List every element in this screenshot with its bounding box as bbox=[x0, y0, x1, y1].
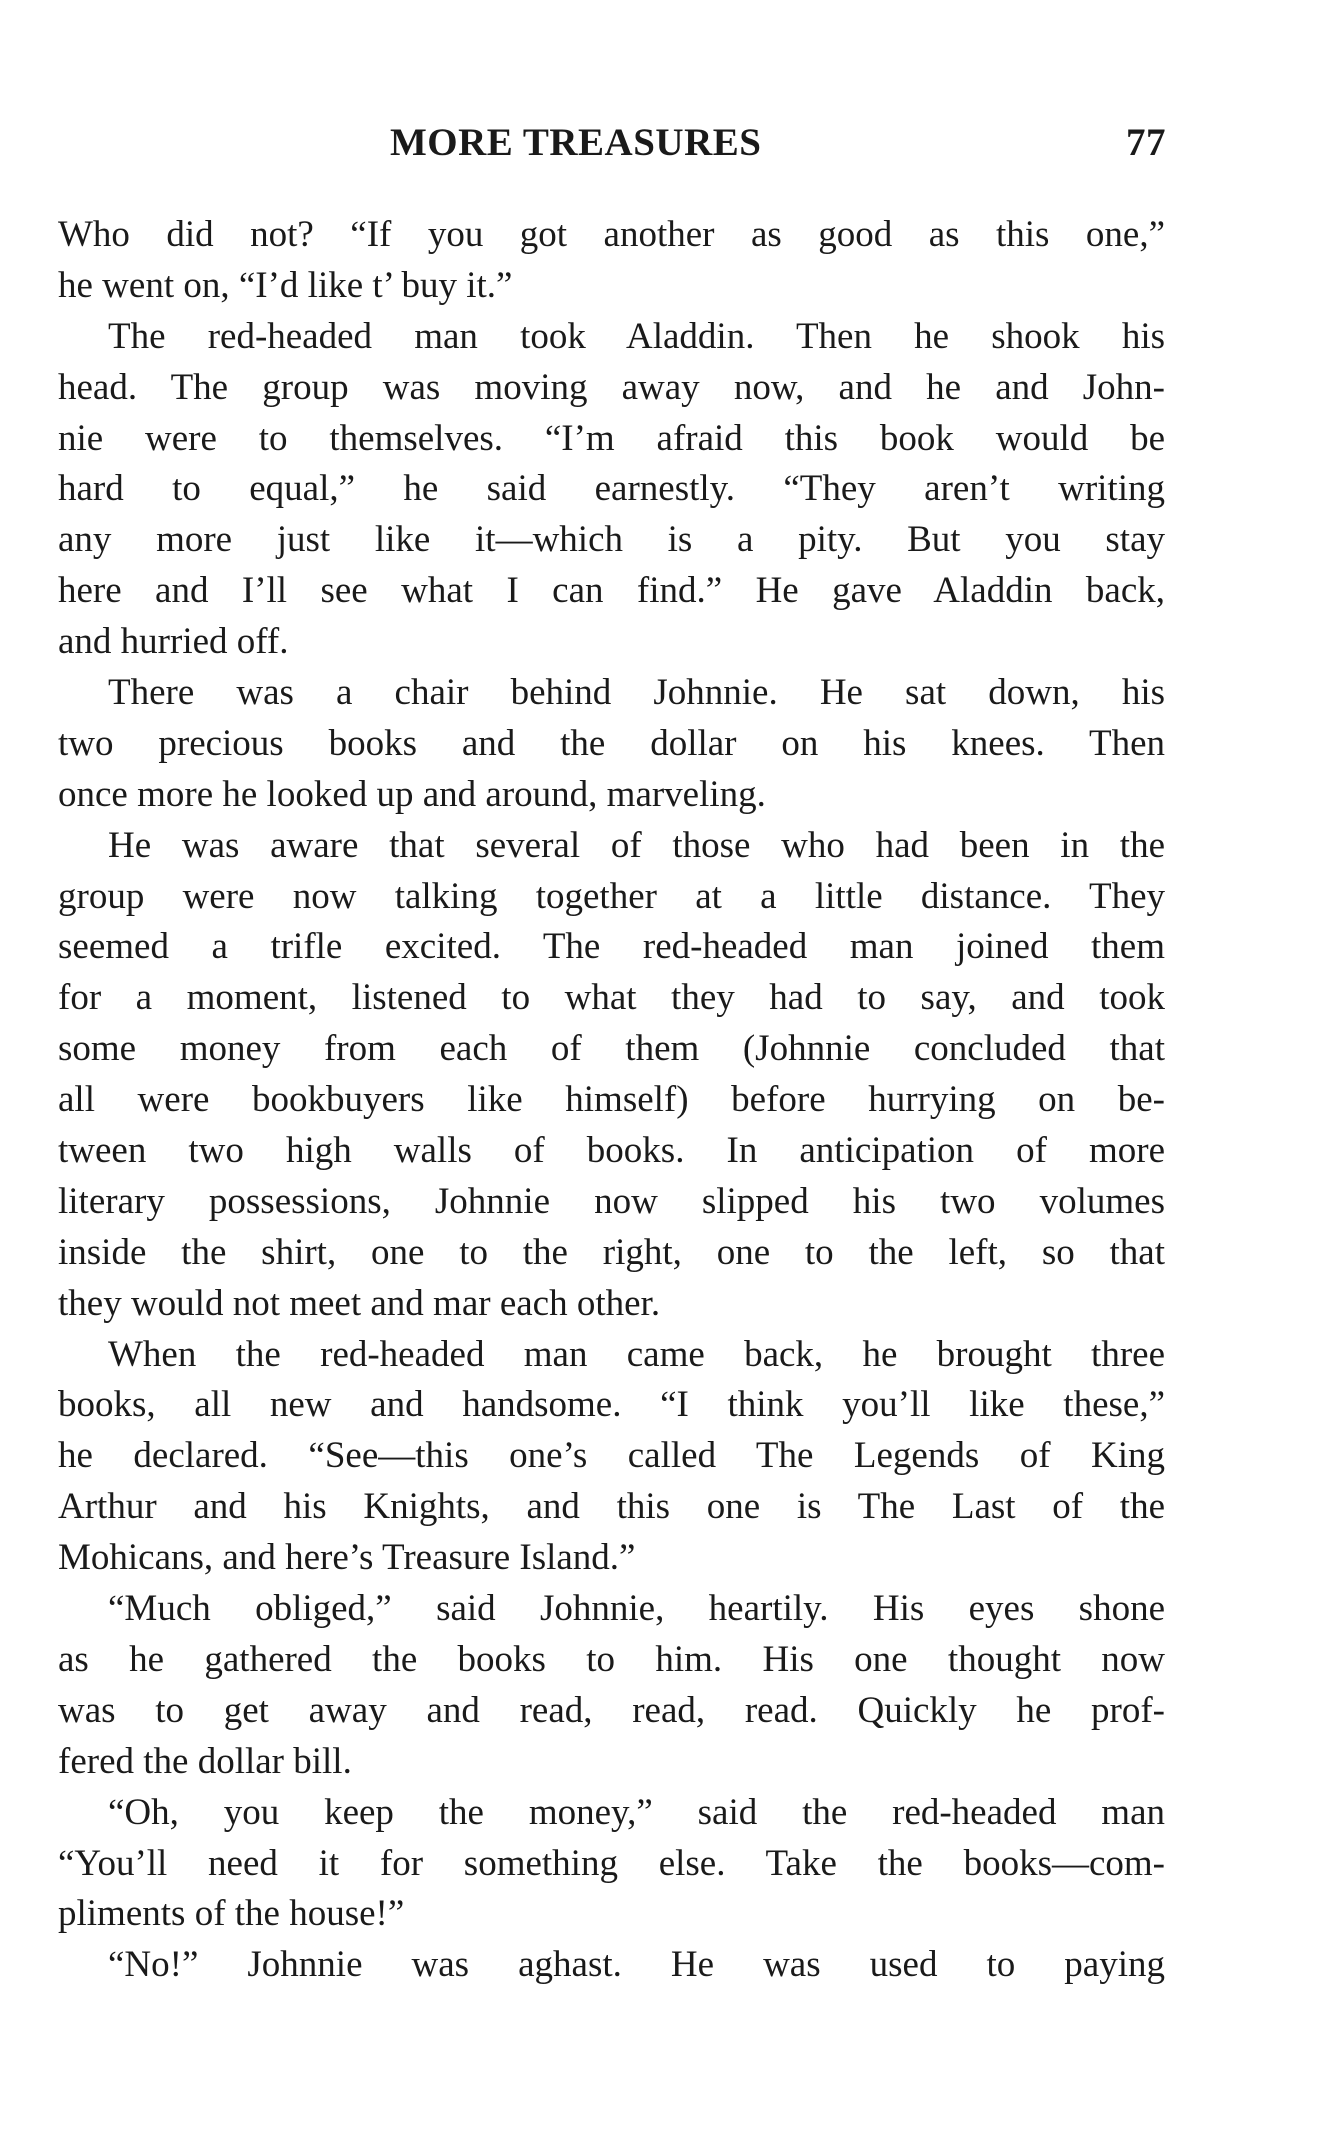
text-line: literary possessions, Johnnie now slipped his two volumes bbox=[58, 1180, 1165, 1222]
text-line: “Much obliged,” said Johnnie, heartily. His eyes shone bbox=[108, 1588, 1165, 1630]
text-line: Arthur and his Knights, and this one is The Last of the bbox=[58, 1486, 1165, 1528]
text-line: group were now talking together at a little distance. They bbox=[58, 875, 1165, 917]
text-line: for a moment, listened to what they had to say, and took bbox=[58, 977, 1165, 1019]
body-text bbox=[58, 210, 1165, 1991]
text-line: Mohicans, and here’s Treasure Island.” bbox=[58, 1537, 636, 1579]
text-line: Who did not? “If you got another as good as this one,” bbox=[58, 214, 1165, 255]
text-line: some money from each of them (Johnnie concluded that bbox=[58, 1028, 1165, 1070]
text-line: here and I’ll see what I can find.” He gave Aladdin back, bbox=[58, 570, 1165, 612]
page-number: 77 bbox=[1126, 121, 1166, 164]
text-line: hard to equal,” he said earnestly. “They aren’t writing bbox=[58, 468, 1165, 510]
text-line: “Oh, you keep the money,” said the red-headed man bbox=[108, 1791, 1165, 1833]
text-line: any more just like it—which is a pity. But you stay bbox=[58, 519, 1165, 561]
running-head bbox=[390, 120, 1166, 170]
text-line: tween two high walls of books. In anticipation of more bbox=[58, 1130, 1165, 1172]
text-line: he declared. “See—this one’s called The Legends of King bbox=[58, 1435, 1165, 1477]
text-line: he went on, “I’d like t’ buy it.” bbox=[58, 264, 513, 306]
text-line: books, all new and handsome. “I think you’ll like these,” bbox=[58, 1384, 1165, 1426]
text-line: was to get away and read, read, read. Quickly he prof- bbox=[58, 1689, 1165, 1731]
text-line: There was a chair behind Johnnie. He sat down, his bbox=[108, 672, 1165, 714]
text-line: “You’ll need it for something else. Take the books—com- bbox=[58, 1842, 1165, 1884]
text-line: fered the dollar bill. bbox=[58, 1740, 352, 1782]
text-line: and hurried off. bbox=[58, 621, 289, 663]
text-line: inside the shirt, one to the right, one to the left, so that bbox=[58, 1231, 1165, 1273]
text-line: seemed a trifle excited. The red-headed man joined them bbox=[58, 926, 1165, 968]
text-line: pliments of the house!” bbox=[58, 1893, 405, 1935]
text-line: they would not meet and mar each other. bbox=[58, 1282, 661, 1324]
text-line: “No!” Johnnie was aghast. He was used to paying bbox=[108, 1944, 1165, 1986]
text-line: two precious books and the dollar on his knees. Then bbox=[58, 722, 1165, 764]
running-head-title: MORE TREASURES bbox=[390, 121, 762, 164]
text-line: as he gathered the books to him. His one thought now bbox=[58, 1638, 1165, 1680]
text-line: He was aware that several of those who had been in the bbox=[108, 824, 1165, 866]
text-line: When the red-headed man came back, he brought three bbox=[108, 1333, 1165, 1375]
text-line: all were bookbuyers like himself) before hurrying on be- bbox=[58, 1079, 1165, 1121]
text-line: The red-headed man took Aladdin. Then he shook his bbox=[108, 315, 1165, 357]
text-line: head. The group was moving away now, and he and John- bbox=[58, 366, 1165, 408]
text-line: nie were to themselves. “I’m afraid this book would be bbox=[58, 417, 1165, 459]
text-line: once more he looked up and around, marveling. bbox=[58, 773, 766, 815]
